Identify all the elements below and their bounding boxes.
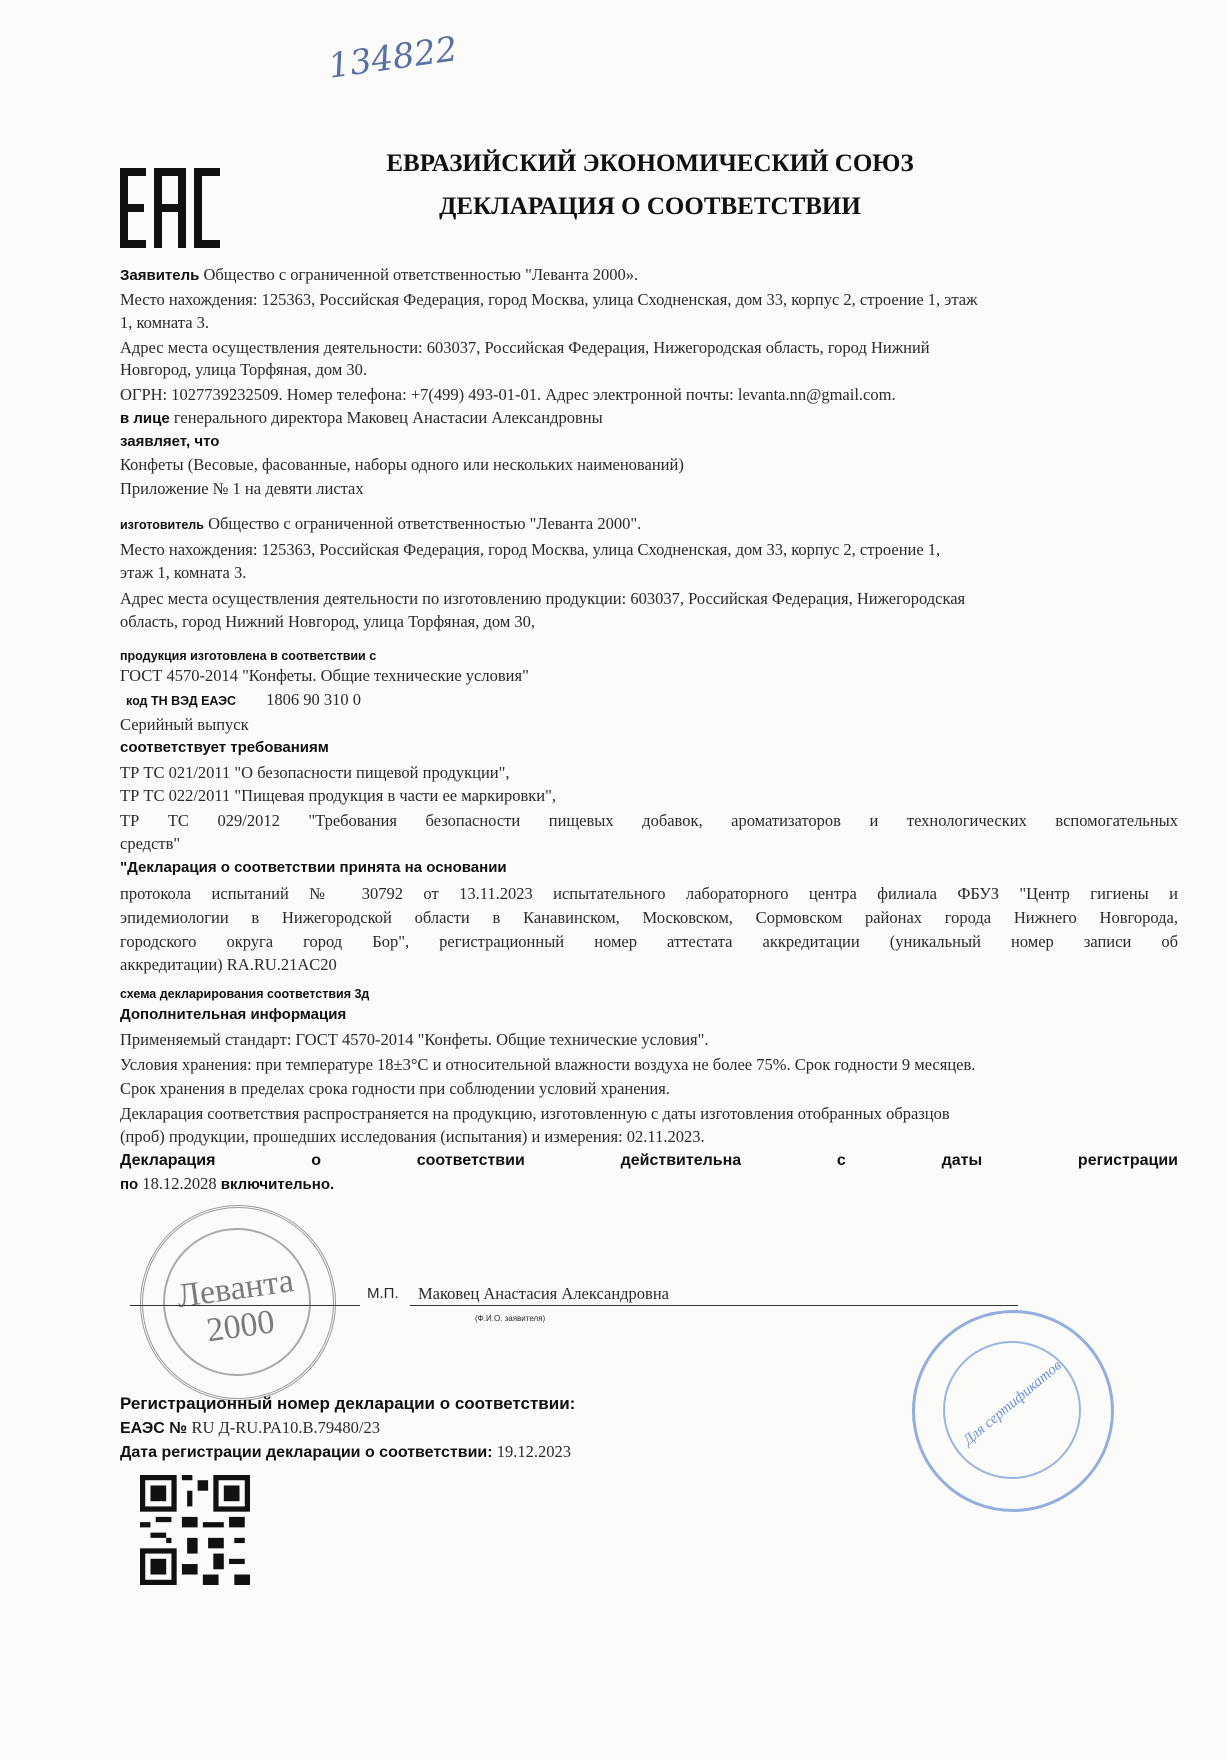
standard-value: ГОСТ 4570-2014 "Конфеты. Общие технические условия": [120, 666, 529, 685]
signatory-caption: (Ф.И.О. заявителя): [475, 1314, 546, 1323]
applicant-representative: [120, 407, 1178, 430]
applicant-label: Заявитель: [120, 267, 200, 284]
tnved-label: код ТН ВЭД ЕАЭС: [126, 694, 237, 708]
basis-line: городского округа город Бор", регистрационный номер аттестата аккредитации (уникальный номер записи об: [120, 932, 1178, 951]
requirement-item: средств": [120, 834, 181, 853]
series: Серийный выпуск: [120, 715, 249, 734]
requirement-item: ТР ТС 022/2011 "Пищевая продукция в части ее маркировки",: [120, 786, 556, 805]
manufacturer-prod-1: Адрес места осуществления деятельности по изготовлению продукции: 603037, Российская Федерация, Нижегородская: [120, 589, 966, 608]
applicant-contacts: ОГРН: 1027739232509. Номер телефона: +7(499) 493-01-01. Адрес электронной почты: levanta.nn@gmail.com.: [120, 385, 896, 404]
manufacturer-prod-2: область, город Нижний Новгород, улица Торфяная, дом 30,: [120, 612, 536, 631]
rep-name: генерального директора Маковец Анастасии Александровны: [169, 408, 603, 427]
qr-code[interactable]: [140, 1475, 250, 1585]
basis-line: аккредитации) RA.RU.21AC20: [120, 955, 337, 974]
tnved-value: 1806 90 310 0: [266, 690, 361, 709]
additional-line: Применяемый стандарт: ГОСТ 4570-2014 "Конфеты. Общие технические условия".: [120, 1030, 709, 1049]
applicant-activity-2: Новгород, улица Торфяная, дом 30.: [120, 360, 368, 379]
dealer-stamp-text: Для сертификатов: [960, 1357, 1065, 1449]
company-stamp: [140, 1205, 336, 1401]
validity-prefix: по: [120, 1176, 139, 1193]
scheme: схема декларирования соответствия 3д: [120, 987, 370, 1001]
registration-date: 19.12.2023: [492, 1442, 571, 1461]
mp-label: М.П.: [367, 1285, 399, 1302]
declares-label: заявляет, что: [120, 433, 220, 450]
registration-prefix: ЕАЭС №: [120, 1420, 192, 1437]
requirement-item: ТР ТС 029/2012 "Требования безопасности пищевых добавок, ароматизаторов и технологических вспомогательных: [120, 811, 1178, 830]
validity-date: 18.12.2028: [138, 1174, 221, 1193]
requirements-label: соответствует требованиям: [120, 739, 329, 756]
basis-line: протокола испытаний № 30792 от 13.11.2023 испытательного лабораторного центра филиала ФБУЗ "Центр гигиены и: [120, 884, 1178, 903]
registration-date-label: Дата регистрации декларации о соответствии:: [120, 1444, 493, 1461]
manufacturer-label: изготовитель: [120, 518, 204, 532]
basis-line: эпидемиологии в Нижегородской области в Канавинском, Московском, Сормовском районах города Нижнего Новгорода,: [120, 908, 1178, 927]
manufacturer-name: Общество с ограниченной ответственностью "Леванта 2000".: [203, 514, 642, 533]
signatory-name: Маковец Анастасия Александровна: [410, 1283, 1018, 1306]
tnved-line: [120, 689, 1178, 712]
header-union: ЕВРАЗИЙСКИЙ ЭКОНОМИЧЕСКИЙ СОЮЗ: [386, 150, 914, 177]
additional-line: Декларация соответствия распространяется на продукцию, изготовленную с даты изготовления отобранных образцов: [120, 1104, 950, 1123]
validity-suffix: включительно.: [220, 1176, 335, 1193]
applicant-location-2: 1, комната 3.: [120, 313, 210, 332]
validity-until: [120, 1173, 1178, 1196]
standard-label: продукция изготовлена в соответствии с: [120, 649, 377, 663]
eac-logo: [120, 168, 220, 248]
basis-label: "Декларация о соответствии принята на основании: [120, 859, 507, 876]
header-declaration: ДЕКЛАРАЦИЯ О СООТВЕТСТВИИ: [439, 193, 861, 220]
additional-line: Срок хранения в пределах срока годности при соблюдении условий хранения.: [120, 1079, 670, 1098]
manufacturer-line: [120, 513, 1178, 536]
requirement-item: ТР ТС 021/2011 "О безопасности пищевой продукции",: [120, 763, 510, 782]
registration-number: RU Д-RU.PA10.B.79480/23: [191, 1418, 381, 1437]
manufacturer-location-2: этаж 1, комната 3.: [120, 563, 247, 582]
handwritten-number: 134822: [325, 29, 460, 87]
product-appendix: Приложение № 1 на девяти листах: [120, 479, 364, 498]
stamp-text: Леванта 2000: [174, 1262, 296, 1350]
applicant-activity-1: Адрес места осуществления деятельности: 603037, Российская Федерация, Нижегородская область, город Нижний: [120, 338, 930, 357]
registration-label: Регистрационный номер декларации о соответствии:: [120, 1394, 576, 1413]
additional-line: Условия хранения: при температуре 18±3°С и относительной влажности воздуха не более 75%. Срок годности 9 месяцев.: [120, 1055, 976, 1074]
applicant-name: Общество с ограниченной ответственностью "Леванта 2000».: [199, 265, 639, 284]
applicant-location-1: Место нахождения: 125363, Российская Федерация, город Москва, улица Сходненская, дом 33, корпус 2, строение 1, этаж: [120, 290, 978, 309]
rep-label: в лице: [120, 410, 170, 427]
additional-line: (проб) продукции, прошедших исследования (испытания) и измерения: 02.11.2023.: [120, 1127, 705, 1146]
manufacturer-location-1: Место нахождения: 125363, Российская Федерация, город Москва, улица Сходненская, дом 33, корпус 2, строение 1,: [120, 540, 941, 559]
product-name: Конфеты (Весовые, фасованные, наборы одного или нескольких наименований): [120, 455, 684, 474]
additional-label: Дополнительная информация: [120, 1006, 347, 1023]
validity-line: Декларация о соответствии действительна с даты регистрации: [120, 1152, 1178, 1169]
dealer-stamp: [912, 1310, 1114, 1512]
applicant-line: [120, 264, 1178, 287]
